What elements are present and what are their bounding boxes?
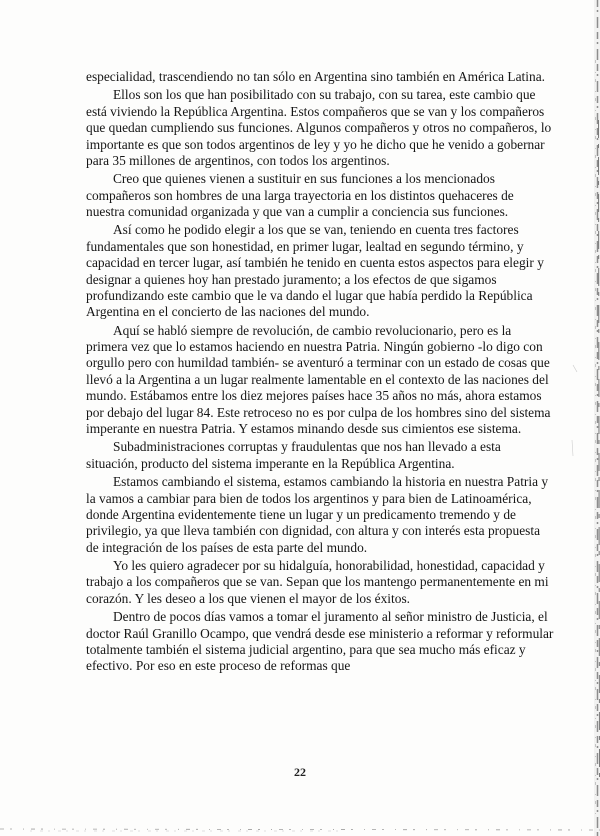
paragraph: Así como he podido elegir a los que se van, teniendo en cuenta tres factores fundamentales que son honestidad, en primer lugar, lealtad en segundo término, y capacidad en tercer lugar, así también he tenido en cuenta estos aspectos para elegir y designar a quienes hoy han prestado juramento; a los efectos de que sigamos profundizando este cambio que le va dando el lugar que había perdido la República Argentina en el concierto de las naciones del mundo. <box>86 222 544 320</box>
paragraph: Estamos cambiando el sistema, estamos cambiando la historia en nuestra Patria y la vamos a cambiar para bien de todos los argentinos y para bien de Latinoamérica, donde Argentina evidentemente tiene un lugar y un predicamento tremendo y de privilegio, ya que lleva también con dignidad, con altura y con interés esta propuesta de integración de los países de esta parte del mundo. <box>86 474 549 555</box>
scan-edge-right <box>570 0 600 836</box>
paragraph: Dentro de pocos días vamos a tomar el juramento al señor ministro de Justicia, el doctor Raúl Granillo Ocampo, que vendrá desde ese ministerio a reformar y reformular totalmente también el sistema judicial argentino, para que sea mucho más eficaz y efectivo. Por eso en este proceso de reformas que <box>86 609 554 674</box>
paragraph: Ellos son los que han posibilitado con su trabajo, con su tarea, este cambio que está viviendo la República Argentina. Estos compañeros que se van y los compañeros que quedan cumpliendo sus funciones. Algunos compañeros y otros no compañeros, lo importante es que son todos argentinos de ley y yo he dicho que he venido a gobernar para 35 millones de argentinos, con todos los argentinos. <box>86 87 552 168</box>
page-body <box>86 69 554 677</box>
paragraph: Yo les quiero agradecer por su hidalguía, honorabilidad, honestidad, capacidad y trabajo a los compañeros que se van. Sepan que los mantengo permanentemente en mi corazón. Y les deseo a los que vienen el mayor de los éxitos. <box>86 558 549 606</box>
paragraph: Subadministraciones corruptas y fraudulentas que nos han llevado a esta situación, producto del sistema imperante en la República Argentina. <box>86 439 501 471</box>
paragraph: Creo que quienes vienen a sustituir en sus funciones a los mencionados compañeros son hombres de una larga trayectoria en los distintos quehaceres de nuestra comunidad organizada y que van a cumplir a conciencia sus funciones. <box>86 171 514 220</box>
paragraph: especialidad, trascendiendo no tan sólo en Argentina sino también en América Latina. <box>86 69 545 84</box>
scan-edge-bottom <box>0 816 600 836</box>
page-number: 22 <box>294 765 306 779</box>
paragraph: Aquí se habló siempre de revolución, de cambio revolucionario, pero es la primera vez que lo estamos haciendo en nuestra Patria. Ningún gobierno -lo digo con orgullo pero con humildad también- se aventuró a terminar con un estado de cosas que llevó a la Argentina a un lugar realmente lamentable en el contexto de las naciones del mundo. Estábamos entre los diez mejores países hace 35 años no más, ahora estamos por debajo del lugar 84. Este retroceso no es por culpa de los hombres sino del sistema imperante en nuestra Patria. Y estamos minando desde sus cimientos ese sistema. <box>86 322 551 437</box>
